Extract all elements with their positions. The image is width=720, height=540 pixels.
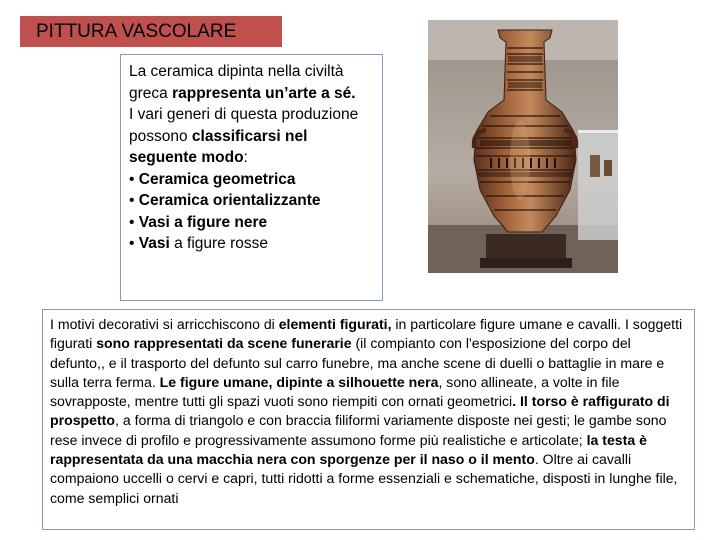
- bullet-item: [129, 190, 374, 212]
- intro-text-box: [120, 54, 383, 301]
- intro-paragraph-2: [129, 104, 374, 169]
- desc-text: (il compianto con l'esposizione del corpo del defunto,, e il trasporto del defunto sul carro funebre, ma anche scene di duelli o battaglie in mare e sulla terra ferma.: [50, 335, 665, 390]
- desc-bold: la testa è rappresentata da una macchia nera con sporgenze per il naso o il mento: [50, 431, 647, 468]
- intro-paragraph-1: [129, 61, 374, 104]
- desc-text: I motivi decorativi si arricchiscono di: [50, 316, 279, 332]
- bullet-bold: Vasi a figure nere: [138, 213, 268, 231]
- bullet-rest: a figure rosse: [169, 235, 268, 252]
- description-text-box: [42, 309, 695, 530]
- bullet-marker: •: [129, 170, 135, 188]
- desc-text: , sono allineate, a volte in file sovrapposte, mentre tutti gli spazi vuoti sono riempiti con ornati geometrici: [50, 373, 620, 410]
- intro-bold-text: rappresenta un’arte a sé.: [172, 84, 356, 102]
- amphora-photo: [428, 20, 618, 273]
- desc-bold: Le figure umane, dipinte a silhouette nera: [159, 373, 439, 390]
- desc-text: . Oltre ai cavalli compaiono uccelli o cervi e capri, tutti ridotti a forme essenziali e schematiche, disposti in lunghe file, come semplici ornati: [50, 451, 678, 506]
- desc-text: in particolare figure umane e cavalli. I soggetti figurati: [50, 316, 683, 352]
- amphora-illustration: [428, 20, 618, 273]
- intro-bold-text: classificarsi nel seguente modo: [129, 127, 308, 166]
- bullet-item: [129, 233, 374, 255]
- bullet-marker: •: [129, 213, 135, 231]
- bullet-bold: Vasi: [138, 235, 170, 252]
- bullet-marker: •: [129, 235, 135, 252]
- desc-text: , a forma di triangolo e con braccia filiformi variamente disposte nei gesti; le gambe sono rese invece di profilo e progressivamente assumono forme più realistiche e articolate;: [50, 412, 667, 448]
- intro-text: I vari generi di questa produzione possono: [129, 106, 359, 145]
- desc-bold: . Il torso è raffigurato di prospetto: [50, 393, 670, 429]
- intro-text: La ceramica dipinta nella civiltà greca: [129, 63, 344, 102]
- slide-title: PITTURA VASCOLARE: [20, 16, 282, 47]
- bullet-item: [129, 212, 374, 234]
- bullet-marker: •: [129, 192, 135, 209]
- bullet-bold: Ceramica geometrica: [138, 170, 296, 188]
- intro-text: :: [243, 149, 248, 166]
- description-paragraph: [50, 315, 687, 508]
- desc-bold: sono rappresentati da scene funerarie: [96, 335, 352, 352]
- bullet-bold: Ceramica orientalizzante: [138, 192, 321, 209]
- bullet-item: [129, 169, 374, 191]
- desc-bold: elementi figurati,: [278, 316, 392, 332]
